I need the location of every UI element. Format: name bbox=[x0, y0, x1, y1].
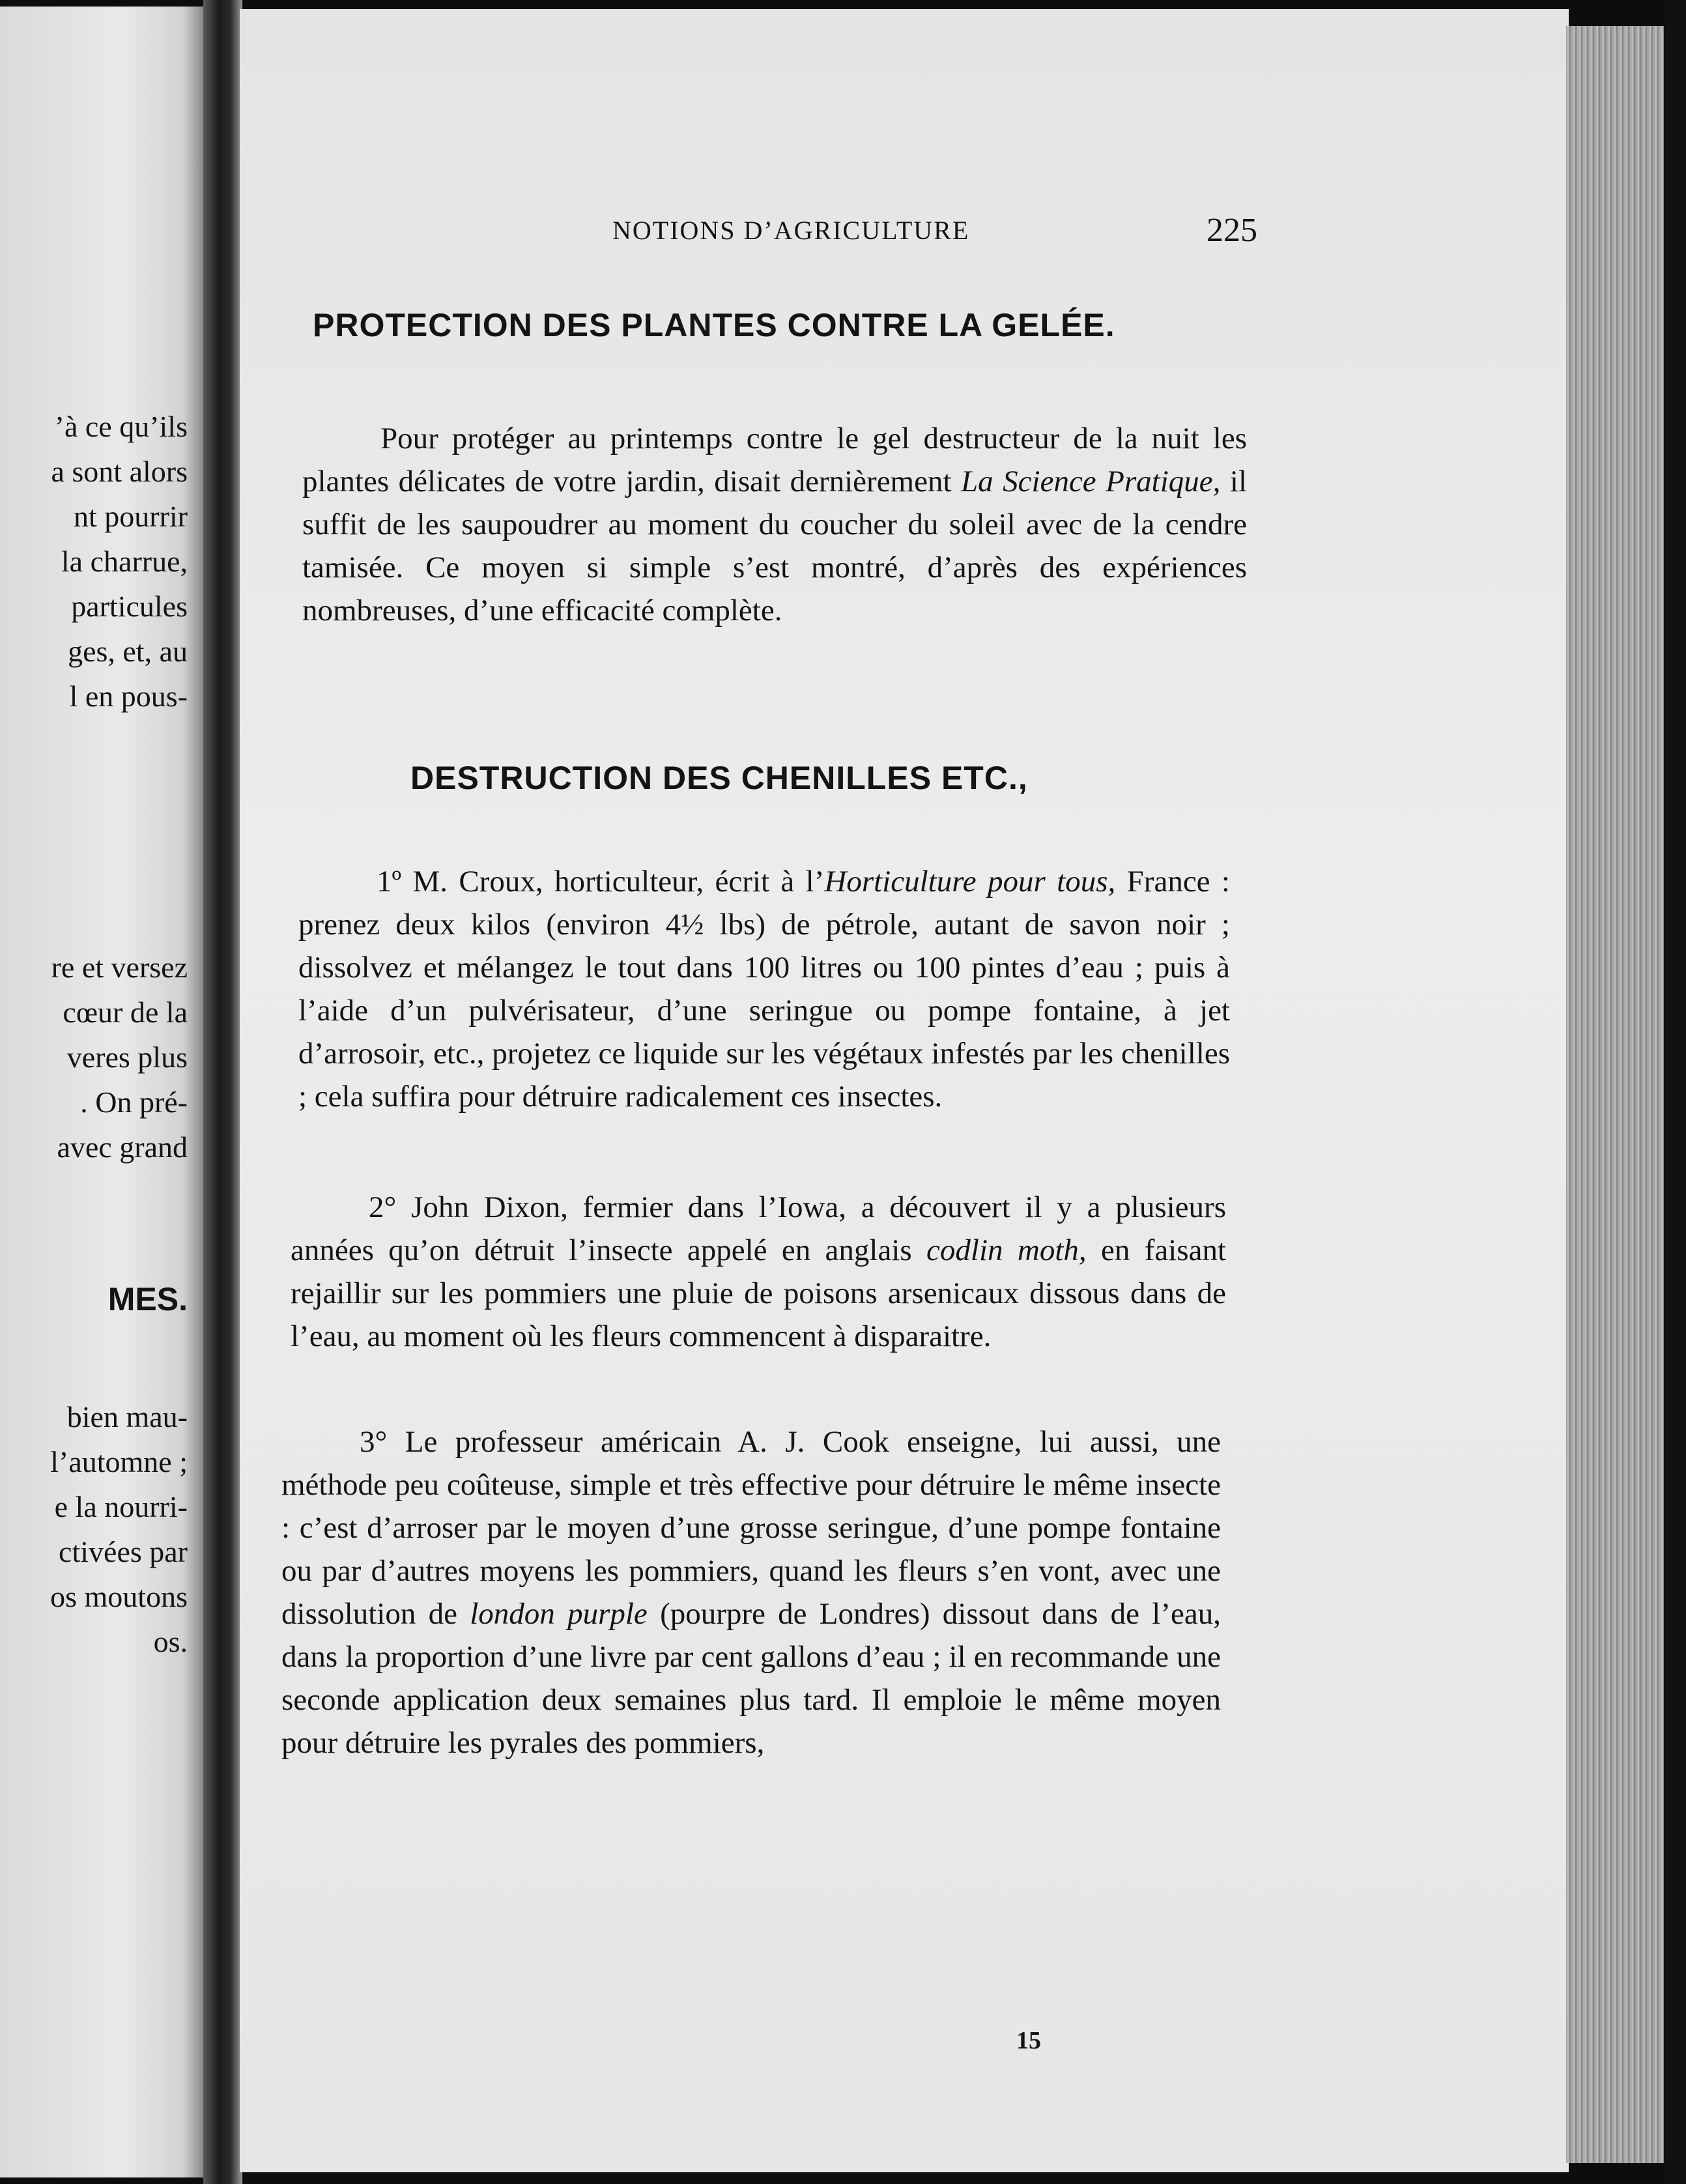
left-page-line: la charrue, bbox=[61, 545, 188, 578]
left-facing-page bbox=[0, 7, 203, 2177]
left-page-text-block-3 bbox=[50, 1394, 188, 1664]
section-heading-caterpillar-destruction: DESTRUCTION DES CHENILLES ETC., bbox=[410, 760, 1028, 796]
left-page-text-block-2 bbox=[51, 945, 188, 1170]
paragraph-dixon bbox=[291, 1186, 1226, 1358]
paragraph-croux bbox=[298, 860, 1230, 1118]
left-page-line: ’à ce qu’ils bbox=[54, 410, 188, 443]
left-page-heading: MES. bbox=[107, 1281, 188, 1317]
paragraph-text: en faisant rejaillir sur les pommiers une pluie de poisons arsenicaux dissous dans de l’eau, au moment où les fleurs commencent à disparaitre. bbox=[291, 1233, 1226, 1353]
left-page-line: ges, et, au bbox=[68, 635, 188, 668]
left-page-line: . On pré- bbox=[80, 1085, 188, 1119]
left-page-text-block-1 bbox=[51, 404, 188, 719]
page-edges bbox=[1566, 26, 1664, 2163]
running-head bbox=[306, 212, 1257, 254]
left-page-line: particules bbox=[71, 590, 188, 623]
left-page-line: l en pous- bbox=[69, 680, 188, 713]
book-gutter bbox=[203, 0, 242, 2184]
page-edges-shadow bbox=[1664, 0, 1686, 2184]
running-title: NOTIONS D’AGRICULTURE bbox=[612, 216, 970, 245]
signature-mark: 15 bbox=[1016, 2027, 1041, 2054]
left-page-line: bien mau- bbox=[66, 1400, 188, 1433]
paragraph-text: il suffit de les saupoudrer au moment du coucher du soleil avec de la cendre tamisée. Ce moyen si simple s’est montré, d’après des expériences nombreuses, d’une efficacité complète. bbox=[302, 465, 1247, 627]
left-page-heading-block bbox=[108, 1277, 188, 1322]
paragraph-text: Pour protéger au printemps contre le gel destructeur de la nuit les plantes délicates de votre jardin, disait dernièrement bbox=[302, 422, 1247, 498]
left-page-line: os moutons bbox=[50, 1580, 188, 1613]
paragraph-cook bbox=[281, 1420, 1221, 1764]
paragraph-text: 2° John Dixon, fermier dans l’Iowa, a découvert il y a plusieurs années qu’on détruit l’insecte appelé en anglais bbox=[291, 1190, 1226, 1267]
paragraph-italic: london purple bbox=[470, 1597, 648, 1631]
paragraph-text: 3° Le professeur américain A. J. Cook enseigne, lui aussi, une méthode peu coûteuse, simple et très effective pour détruire le même insecte : c’est d’arroser par le moyen d’une grosse seringue, d’une pompe fontaine ou par d’autres moyens les pommiers, quand les fleurs s’en vont, avec une dissolution de bbox=[281, 1425, 1221, 1631]
left-page-line: avec grand bbox=[57, 1130, 188, 1164]
paragraph-italic: Horticulture pour tous, bbox=[824, 865, 1116, 898]
left-page-line: veres plus bbox=[66, 1041, 188, 1074]
paragraph-text: 1º M. Croux, horticulteur, écrit à l’ bbox=[377, 865, 825, 898]
section-heading-frost-protection: PROTECTION DES PLANTES CONTRE LA GELÉE. bbox=[313, 307, 1115, 343]
left-page-line: cœur de la bbox=[63, 996, 188, 1029]
paragraph-text: (pourpre de Londres) dissout dans de l’eau, dans la proportion d’une livre par cent gallons d’eau ; il en recommande une seconde application deux semaines plus tard. Il emploie le même moyen pour détruire les pyrales des pommiers, bbox=[281, 1597, 1221, 1760]
left-page-line: os. bbox=[153, 1625, 188, 1658]
paragraph-italic: codlin moth, bbox=[926, 1233, 1087, 1267]
left-page-line: l’automne ; bbox=[50, 1445, 188, 1478]
left-page-line: re et versez bbox=[51, 951, 188, 984]
paragraph-italic: La Science Pratique, bbox=[961, 465, 1221, 498]
paragraph-text: France : prenez deux kilos (environ 4½ lbs) de pétrole, autant de savon noir ; dissolvez et mélangez le tout dans 100 litres ou 100 pintes d’eau ; puis à l’aide d’un pulvérisateur, d’une seringue ou pompe fontaine, à jet d’arrosoir, etc., projetez ce liquide sur les végétaux infestés par les chenilles ; cela suffira pour détruire radicalement ces insectes. bbox=[298, 865, 1230, 1114]
left-page-line: e la nourri- bbox=[54, 1490, 188, 1523]
left-page-line: nt pourrir bbox=[73, 500, 188, 533]
paragraph-frost-protection bbox=[302, 417, 1247, 632]
page-number: 225 bbox=[1207, 212, 1257, 249]
left-page-line: a sont alors bbox=[51, 455, 188, 488]
left-page-line: ctivées par bbox=[59, 1535, 188, 1568]
